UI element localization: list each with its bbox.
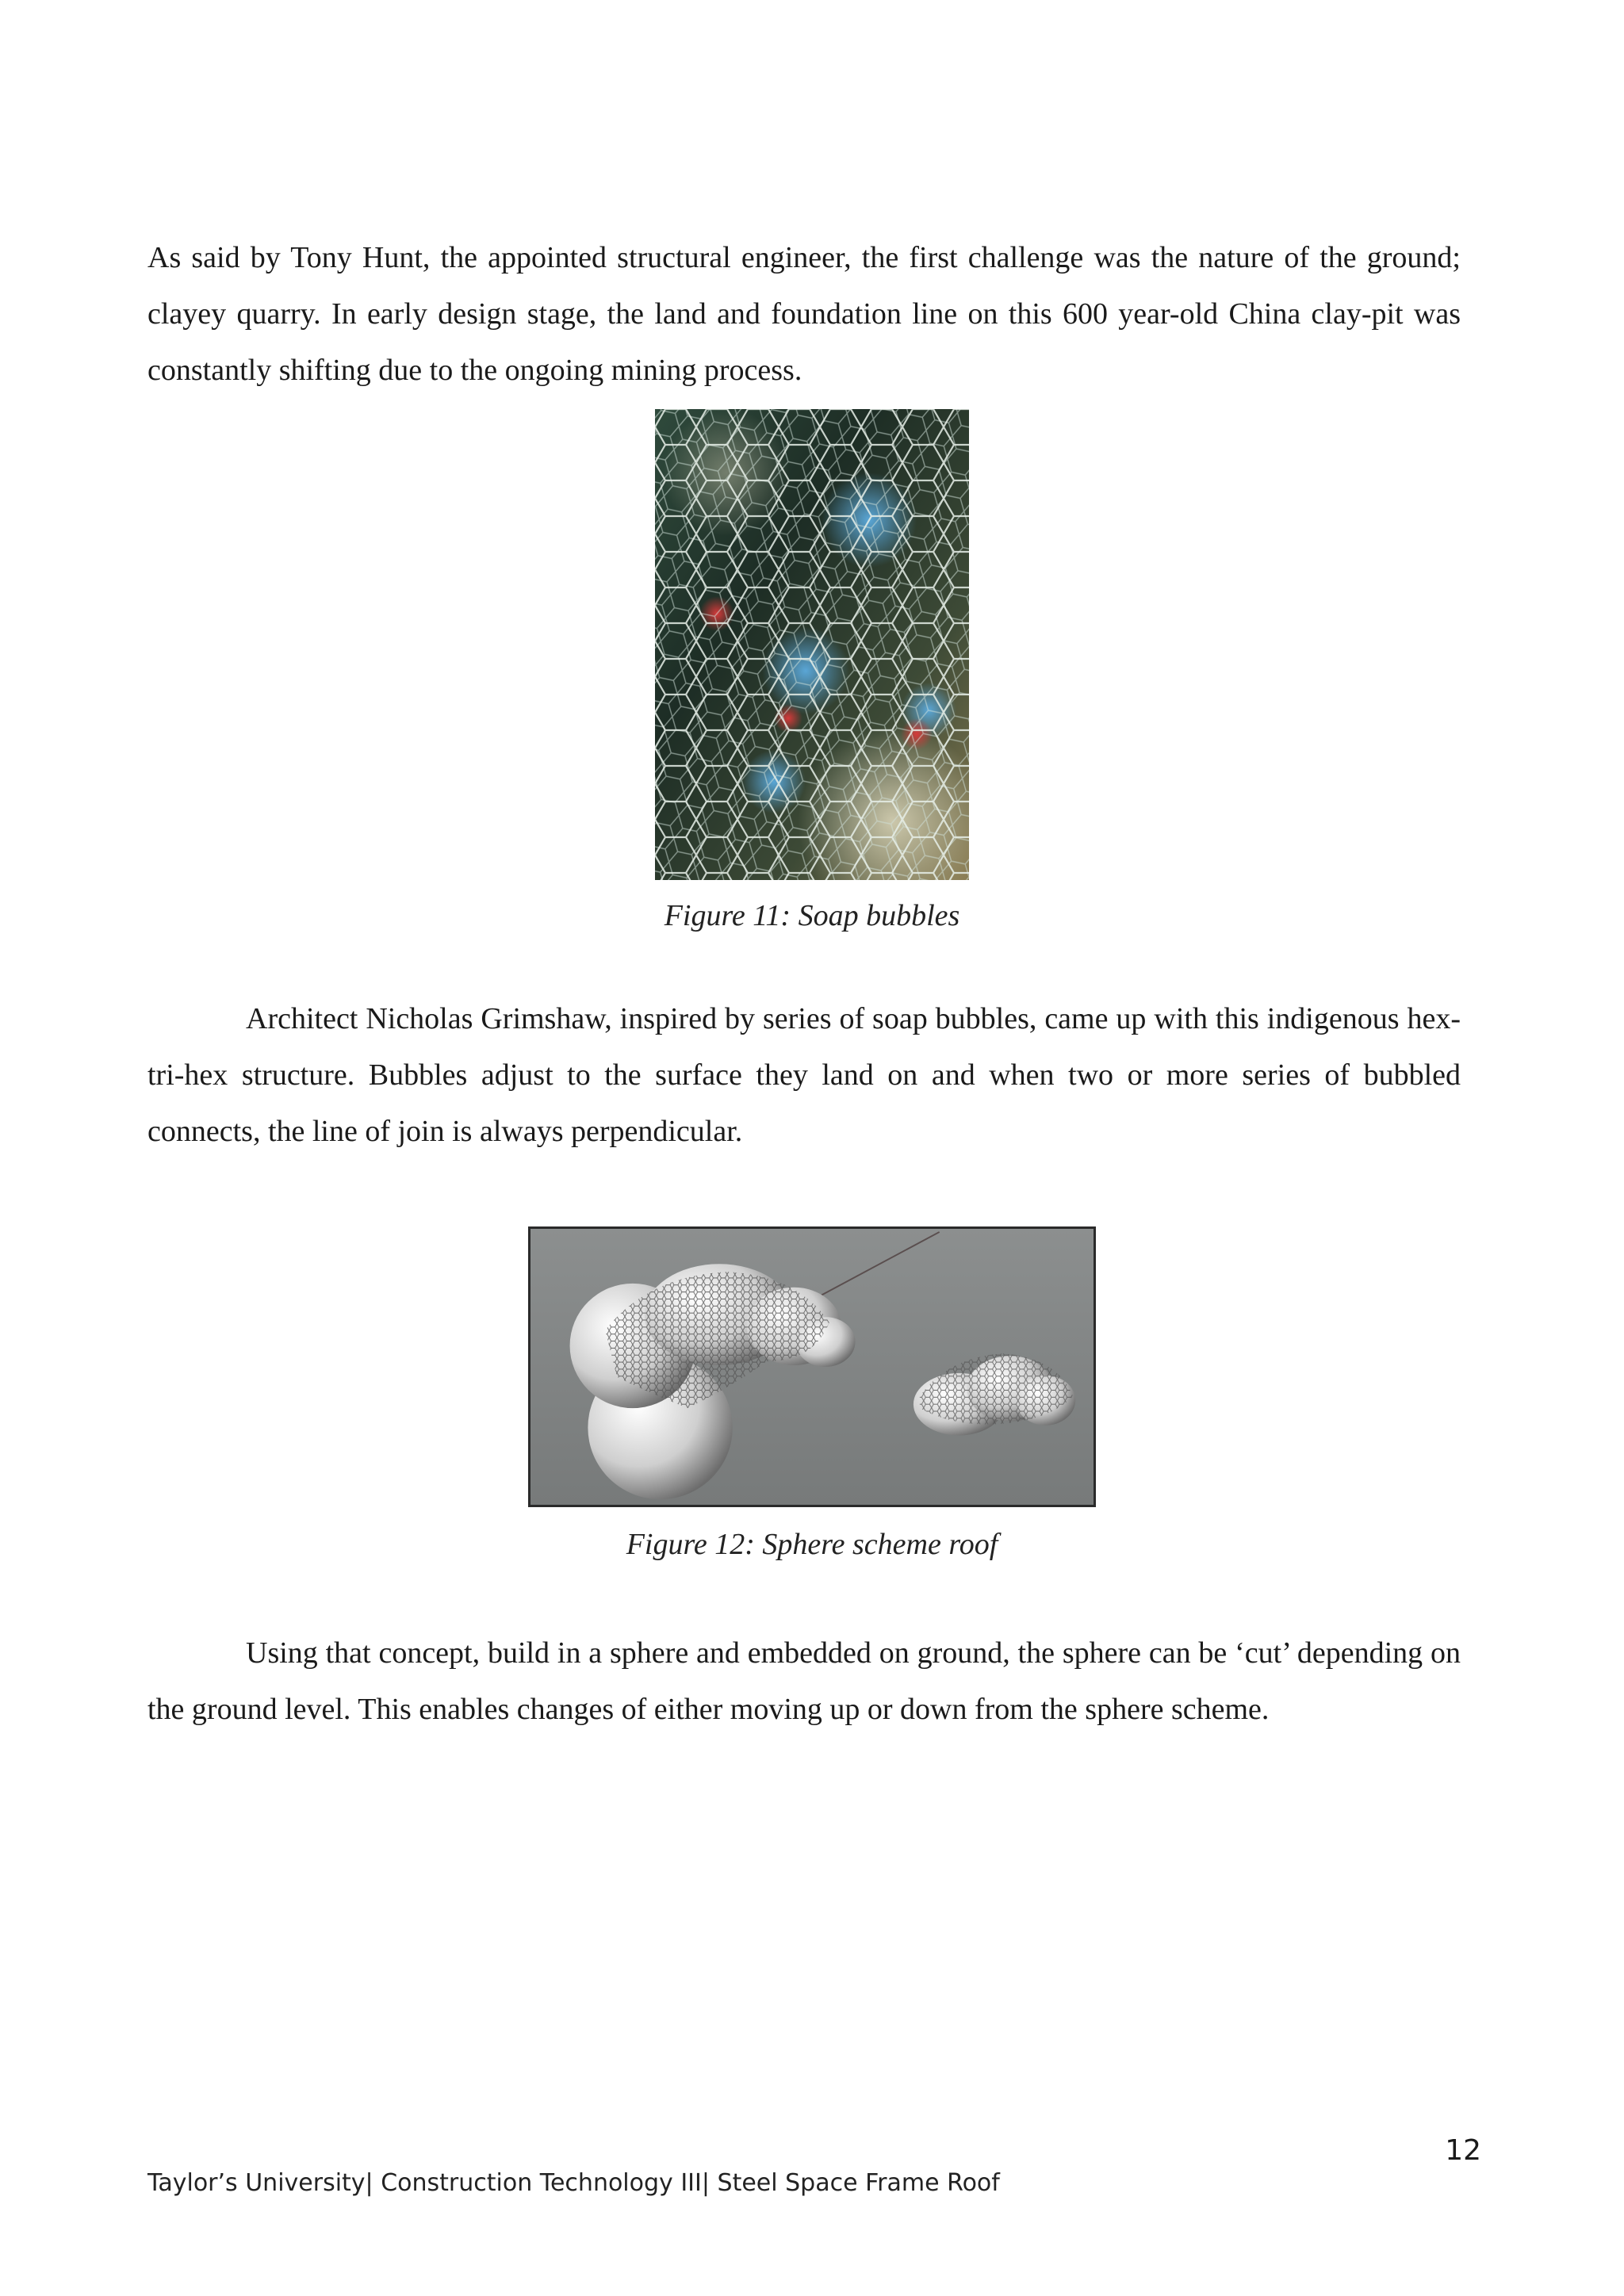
body-paragraph-1: As said by Tony Hunt, the appointed structural engineer, the first challenge was the nature of the ground; clayey quarry. In early design stage, the land and foundation line on this 600 year-old China clay-pit was constantly shifting due to the ongoing mining process.	[147, 241, 1461, 387]
body-paragraph-2: Architect Nicholas Grimshaw, inspired by series of soap bubbles, came up with this indigenous hex-tri-hex structure. Bubbles adjust to the surface they land on and when two or more series of bubbled connects, the line of join is always perpendicular.	[147, 1002, 1461, 1148]
figure-12-caption: Figure 12: Sphere scheme roof	[626, 1528, 998, 1561]
sphere-scheme-roof-image	[528, 1226, 1096, 1507]
page-number: 12	[1445, 2134, 1481, 2167]
figure-11-caption: Figure 11: Soap bubbles	[664, 899, 960, 932]
body-paragraph-3: Using that concept, build in a sphere and embedded on ground, the sphere can be ‘cut’ depending on the ground level. This enables changes of either moving up or down from the sphere scheme.	[147, 1636, 1461, 1726]
footer-text: Taylor’s University| Construction Technology III| Steel Space Frame Roof	[147, 2169, 1000, 2197]
soap-bubbles-image	[655, 409, 969, 880]
